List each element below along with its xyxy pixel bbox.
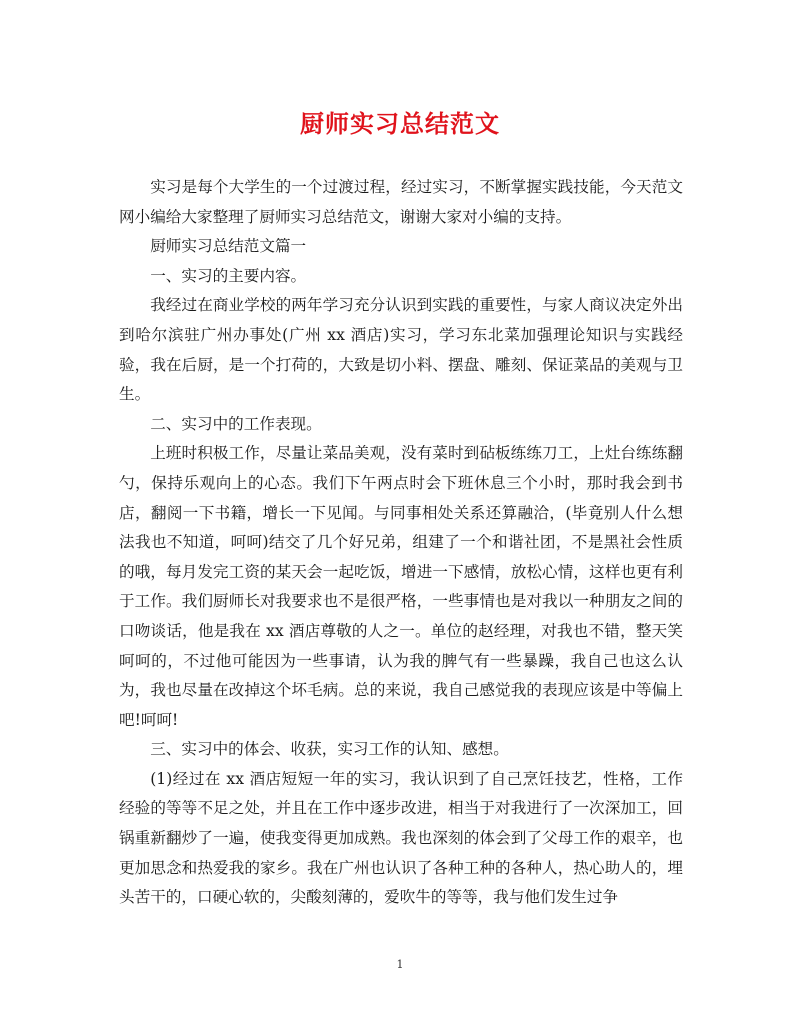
section-heading-article-one: 厨师实习总结范文篇一 — [150, 237, 307, 256]
paragraph-work-performance: 上班时积极工作，尽量让菜品美观，没有菜时到砧板练练刀工，上灶台练练翻勺，保持乐观向上的心态。我们下午两点时会下班休息三个小时，那时我会到书店，翻阅一下书籍，增长一下见闻。与同事相处关系还算融洽，(毕竟别人什么想法我也不知道，呵呵)结交了几个好兄弟，组建了一个和谐社团，不是黑社会性质的哦，每月发完工资的某天会一起吃饭，增进一下感情，放松心情，这样也更有利于工作。我们厨师长对我要求也不是很严格，一些事情也是对我以一种朋友之间的口吻谈话，他是我在 xx 酒店尊敬的人之一。单位的赵经理，对我也不错，整天笑呵呵的，不过他可能因为一些事请，认为我的脾气有一些暴躁，我自己也这么认为，我也尽量在改掉这个坏毛病。总的来说，我自己感觉我的表现应该是中等偏上吧!呵呵! — [119, 444, 683, 729]
section-heading-main-content: 一、实习的主要内容。 — [150, 266, 307, 285]
document-body — [119, 173, 683, 913]
section-heading-experience: 三、实习中的体会、收获，实习工作的认知、感想。 — [150, 740, 509, 759]
page-number: 1 — [396, 958, 404, 971]
section-heading-work-performance: 二、实习中的工作表现。 — [150, 414, 322, 433]
document-title: 厨师实习总结范文 — [300, 109, 500, 138]
paragraph-intro: 实习是每个大学生的一个过渡过程，经过实习，不断掌握实践技能，今天范文网小编给大家整理了厨师实习总结范文，谢谢大家对小编的支持。 — [119, 178, 683, 226]
paragraph-main-content: 我经过在商业学校的两年学习充分认识到实践的重要性，与家人商议决定外出到哈尔滨驻广州办事处(广州 xx 酒店)实习，学习东北菜加强理论知识与实践经验，我在后厨，是一个打荷的，大致是切小料、摆盘、雕刻、保证菜品的美观与卫生。 — [119, 296, 683, 404]
paragraph-experience: (1)经过在 xx 酒店短短一年的实习，我认识到了自己烹饪技艺，性格，工作经验的等等不足之处，并且在工作中逐步改进，相当于对我进行了一次深加工，回锅重新翻炒了一遍，使我变得更加成熟。我也深刻的体会到了父母工作的艰辛，也更加思念和热爱我的家乡。我在广州也认识了各种工种的各种人，热心助人的，埋头苦干的，口硬心软的，尖酸刻薄的，爱吹牛的等等，我与他们发生过争 — [119, 769, 683, 907]
